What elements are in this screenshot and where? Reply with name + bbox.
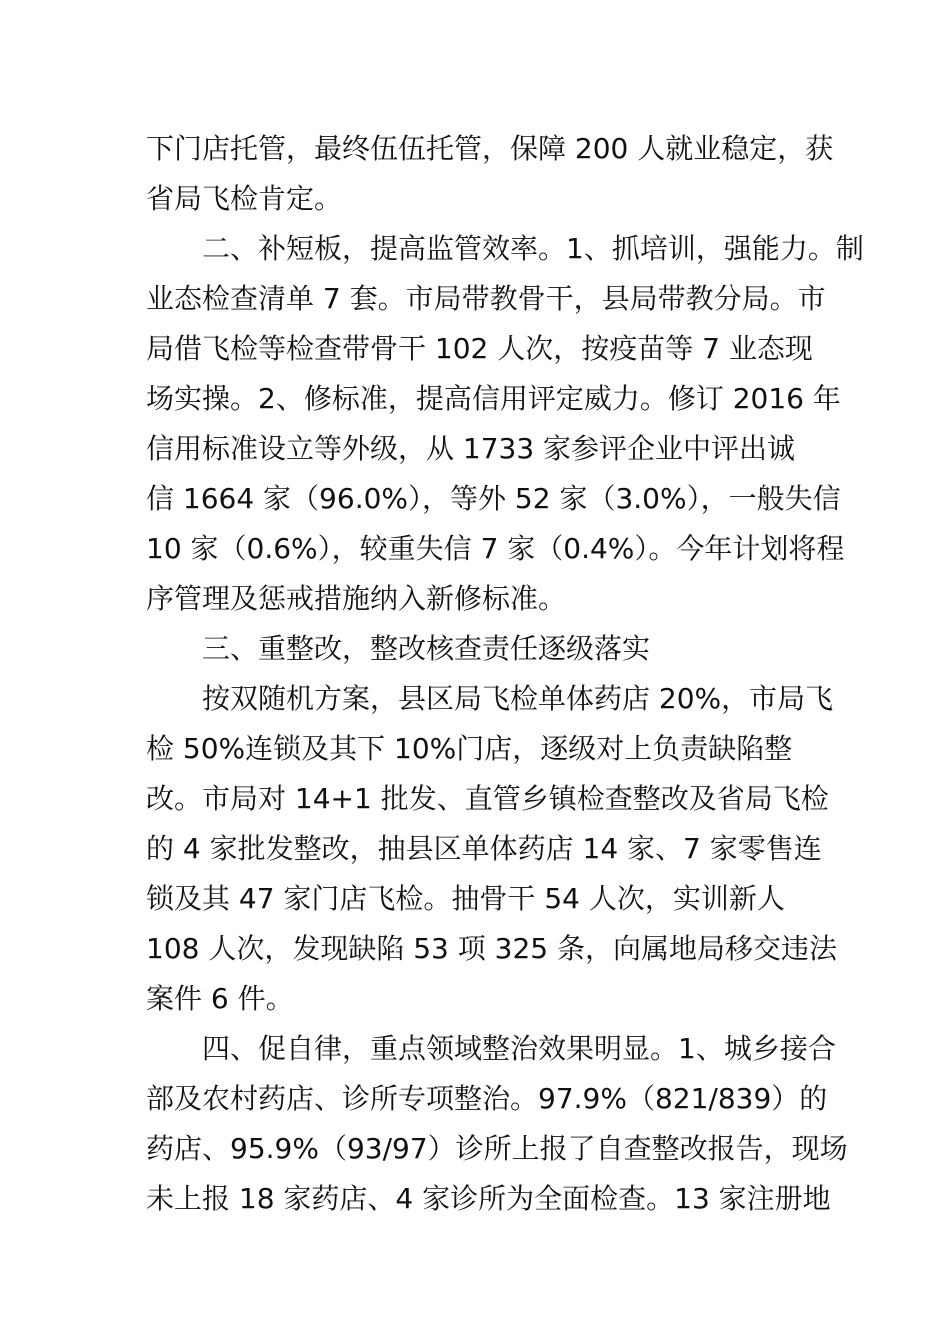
text-line: 108 人次，发现缺陷 53 项 325 条，向属地局移交违法 [146, 932, 838, 965]
text-line: 下门店托管，最终伍伍托管，保障 200 人就业稳定，获 [146, 132, 834, 165]
text-line: 场实操。2、修标准，提高信用评定威力。修订 2016 年 [146, 382, 841, 415]
text-line: 的 4 家批发整改，抽县区单体药店 14 家、7 家零售连 [146, 832, 822, 865]
text-line: 药店、95.9%（93/97）诊所上报了自查整改报告，现场 [146, 1132, 848, 1165]
text-line: 业态检查清单 7 套。市局带教骨干，县局带教分局。市 [146, 282, 826, 315]
text-line: 省局飞检肯定。 [146, 182, 343, 215]
text-line: 检 50%连锁及其下 10%门店，逐级对上负责缺陷整 [146, 732, 793, 765]
text-line: 案件 6 件。 [146, 982, 294, 1015]
text-line: 10 家（0.6%），较重失信 7 家（0.4%）。今年计划将程 [146, 532, 845, 565]
text-line: 锁及其 47 家门店飞检。抽骨干 54 人次，实训新人 [146, 882, 785, 915]
text-line: 按双随机方案，县区局飞检单体药店 20%，市局飞 [146, 682, 834, 715]
text-line: 改。市局对 14+1 批发、直管乡镇检查整改及省局飞检 [146, 782, 829, 815]
section-heading: 三、重整改，整改核查责任逐级落实 [146, 632, 651, 665]
text-line: 未上报 18 家药店、4 家诊所为全面检查。13 家注册地 [146, 1182, 831, 1215]
text-line: 信 1664 家（96.0%），等外 52 家（3.0%），一般失信 [146, 482, 841, 515]
text-line: 部及农村药店、诊所专项整治。97.9%（821/839）的 [146, 1082, 828, 1115]
text-line: 序管理及惩戒措施纳入新修标准。 [146, 582, 567, 615]
document-body [146, 124, 864, 1224]
text-line: 四、促自律，重点领域整治效果明显。1、城乡接合 [146, 1032, 836, 1065]
text-line: 局借飞检等检查带骨干 102 人次，按疫苗等 7 业态现 [146, 332, 813, 365]
text-line: 二、补短板，提高监管效率。1、抓培训，强能力。制 [146, 232, 864, 265]
text-line: 信用标准设立等外级，从 1733 家参评企业中评出诚 [146, 432, 796, 465]
